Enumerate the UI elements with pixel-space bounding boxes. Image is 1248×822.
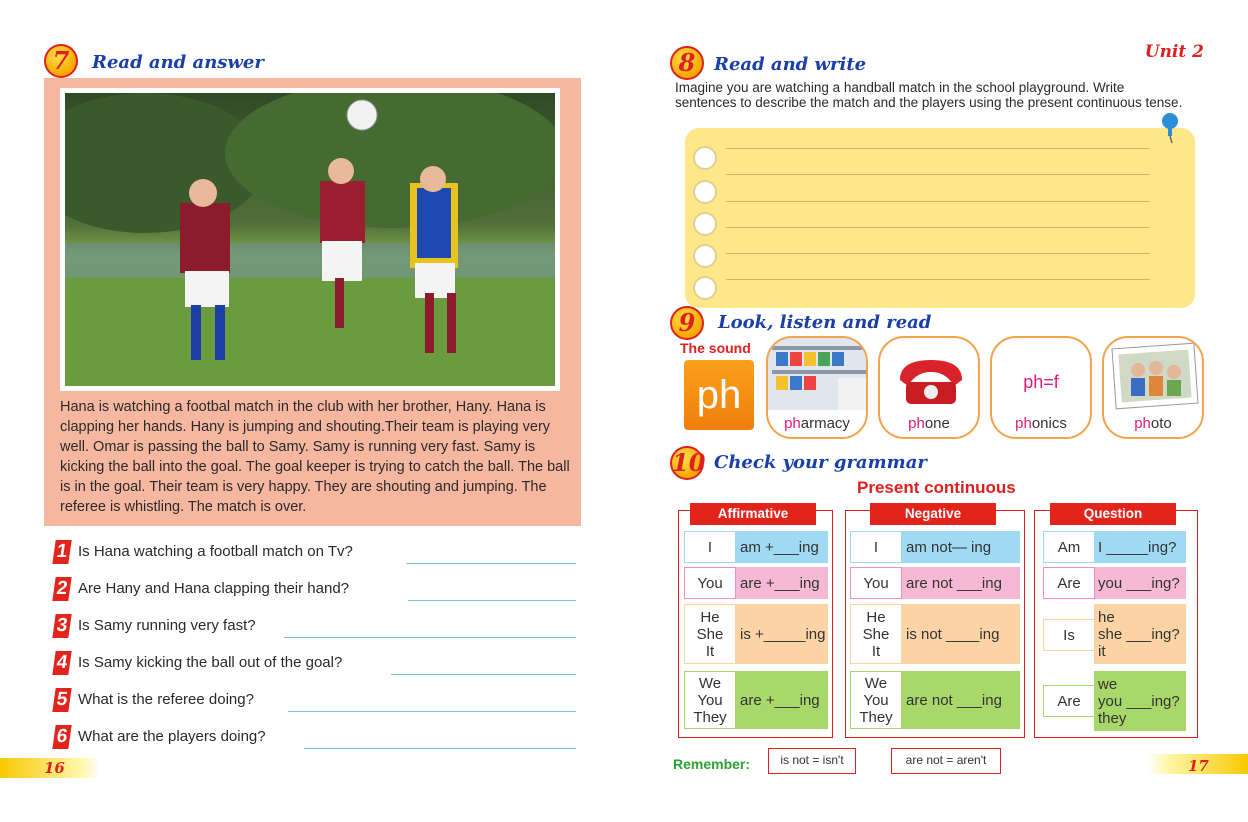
question-heading: Question	[1050, 503, 1176, 525]
card-hl: ph	[1015, 415, 1032, 432]
phonics-equation: ph=f	[1023, 372, 1059, 392]
section-7-badge: 7	[44, 44, 78, 78]
q-aux-2: Are	[1043, 567, 1095, 599]
negative-heading: Negative	[870, 503, 996, 525]
neg-subject-2: You	[850, 567, 902, 599]
aff-subject-2: You	[684, 567, 736, 599]
card-word-photo	[1104, 415, 1202, 432]
neg-verb-3: is not ____ing	[902, 604, 1020, 664]
writing-line[interactable]	[726, 201, 1150, 202]
answer-line[interactable]	[304, 748, 576, 749]
section-7-title: Read and answer	[92, 52, 264, 73]
writing-line[interactable]	[726, 174, 1150, 175]
question-1	[54, 540, 576, 564]
card-word-phone	[880, 415, 978, 432]
question-number: 1	[52, 540, 71, 564]
question-text: Is Hana watching a football match on Tv?	[78, 543, 353, 560]
football-photo	[60, 88, 560, 391]
question-number: 4	[52, 651, 71, 675]
question-text: What are the players doing?	[78, 728, 266, 745]
answer-line[interactable]	[408, 600, 576, 601]
section-9-badge: 9	[670, 306, 704, 340]
answer-line[interactable]	[288, 711, 576, 712]
card-photo[interactable]	[1102, 336, 1204, 439]
section-8-badge: 8	[670, 46, 704, 80]
binder-ring	[693, 212, 717, 236]
question-number: 6	[52, 725, 71, 749]
family-photo-icon	[1104, 338, 1204, 410]
aff-subject-1: I	[684, 531, 736, 563]
aff-subject-3: He She It	[684, 604, 736, 664]
answer-line[interactable]	[391, 674, 576, 675]
binder-ring	[693, 244, 717, 268]
sound-label: The sound	[680, 340, 751, 356]
neg-subject-4: We You They	[850, 671, 902, 729]
question-text: Is Samy running very fast?	[78, 617, 256, 634]
remember-label: Remember:	[673, 756, 751, 772]
section-10-badge: 10	[670, 446, 704, 480]
section-9-title: Look, listen and read	[718, 312, 932, 333]
answer-line[interactable]	[284, 637, 576, 638]
question-6	[54, 725, 576, 749]
q-subject-3: he she ___ing? it	[1094, 604, 1186, 664]
q-aux-3: Is	[1043, 619, 1095, 651]
card-hl: ph	[784, 415, 801, 432]
question-2	[54, 577, 576, 601]
page-number-right: 17	[1188, 757, 1209, 775]
q-subject-1: I _____ing?	[1094, 531, 1186, 563]
remember-arent: are not = aren't	[891, 748, 1001, 774]
reading-passage: Hana is watching a footbal match in the club with her brother, Hany. Hana is clapping her hands. Hany is jumping and shouting.Their team is playing very well. Omar is passing the ball to Samy. Samy is running very fast. Samy is kicking the ball into the goal. The goal keeper is trying to catch the ball. The ball is in the goal. Their team is very happy. They are shouting and jumping. The referee is whistling. The match is over.	[60, 399, 570, 515]
writing-line[interactable]	[726, 253, 1150, 254]
question-3	[54, 614, 576, 638]
card-rest: armacy	[800, 415, 850, 432]
neg-verb-2: are not ___ing	[902, 567, 1020, 599]
q-aux-1: Am	[1043, 531, 1095, 563]
affirmative-heading: Affirmative	[690, 503, 816, 525]
aff-verb-4: are +___ing	[736, 671, 828, 729]
pharmacy-image-icon	[768, 338, 868, 410]
q-aux-4: Are	[1043, 685, 1095, 717]
binder-ring	[693, 146, 717, 170]
writing-line[interactable]	[726, 148, 1150, 149]
section-8-instructions: Imagine you are watching a handball match in the school playground. Write sentences to describe the match and the players using the present continuous tense.	[675, 80, 1183, 110]
card-word-pharmacy	[768, 415, 866, 432]
neg-verb-4: are not ___ing	[902, 671, 1020, 729]
question-text: Is Samy kicking the ball out of the goal?	[78, 654, 343, 671]
card-hl: ph	[908, 415, 925, 432]
question-text: What is the referee doing?	[78, 691, 254, 708]
card-phonics[interactable]	[990, 336, 1092, 439]
grammar-table-title: Present continuous	[857, 478, 1016, 497]
question-number: 5	[52, 688, 71, 712]
pushpin-icon	[1158, 112, 1182, 144]
aff-subject-4: We You They	[684, 671, 736, 729]
remember-isnt: is not = isn't	[768, 748, 856, 774]
binder-ring	[693, 180, 717, 204]
answer-line[interactable]	[406, 563, 576, 564]
card-phone[interactable]	[878, 336, 980, 439]
question-number: 3	[52, 614, 71, 638]
aff-verb-2: are +___ing	[736, 567, 828, 599]
card-rest: oto	[1150, 415, 1172, 432]
question-5	[54, 688, 576, 712]
card-rest: one	[924, 415, 950, 432]
section-10-title: Check your grammar	[714, 452, 927, 473]
binder-ring	[693, 276, 717, 300]
card-rest: onics	[1031, 415, 1067, 432]
card-word-phonics	[992, 415, 1090, 432]
neg-verb-1: am not— ing	[902, 531, 1020, 563]
neg-subject-1: I	[850, 531, 902, 563]
question-text: Are Hany and Hana clapping their hand?	[78, 580, 350, 597]
writing-note[interactable]	[685, 128, 1195, 308]
aff-verb-3: is +_____ing	[736, 604, 828, 664]
unit-label: Unit 2	[1144, 42, 1204, 62]
writing-line[interactable]	[726, 227, 1150, 228]
question-4	[54, 651, 576, 675]
q-subject-4: we you ___ing? they	[1094, 671, 1186, 731]
neg-subject-3: He She It	[850, 604, 902, 664]
question-number: 2	[52, 577, 71, 601]
section-8-title: Read and write	[714, 54, 867, 75]
ph-sound-tile: ph	[684, 360, 754, 430]
card-pharmacy[interactable]	[766, 336, 868, 439]
card-hl: ph	[1134, 415, 1151, 432]
aff-verb-1: am +___ing	[736, 531, 828, 563]
page-number-left: 16	[44, 759, 65, 777]
phone-image-icon	[880, 338, 980, 410]
q-subject-2: you ___ing?	[1094, 567, 1186, 599]
writing-line[interactable]	[726, 279, 1150, 280]
